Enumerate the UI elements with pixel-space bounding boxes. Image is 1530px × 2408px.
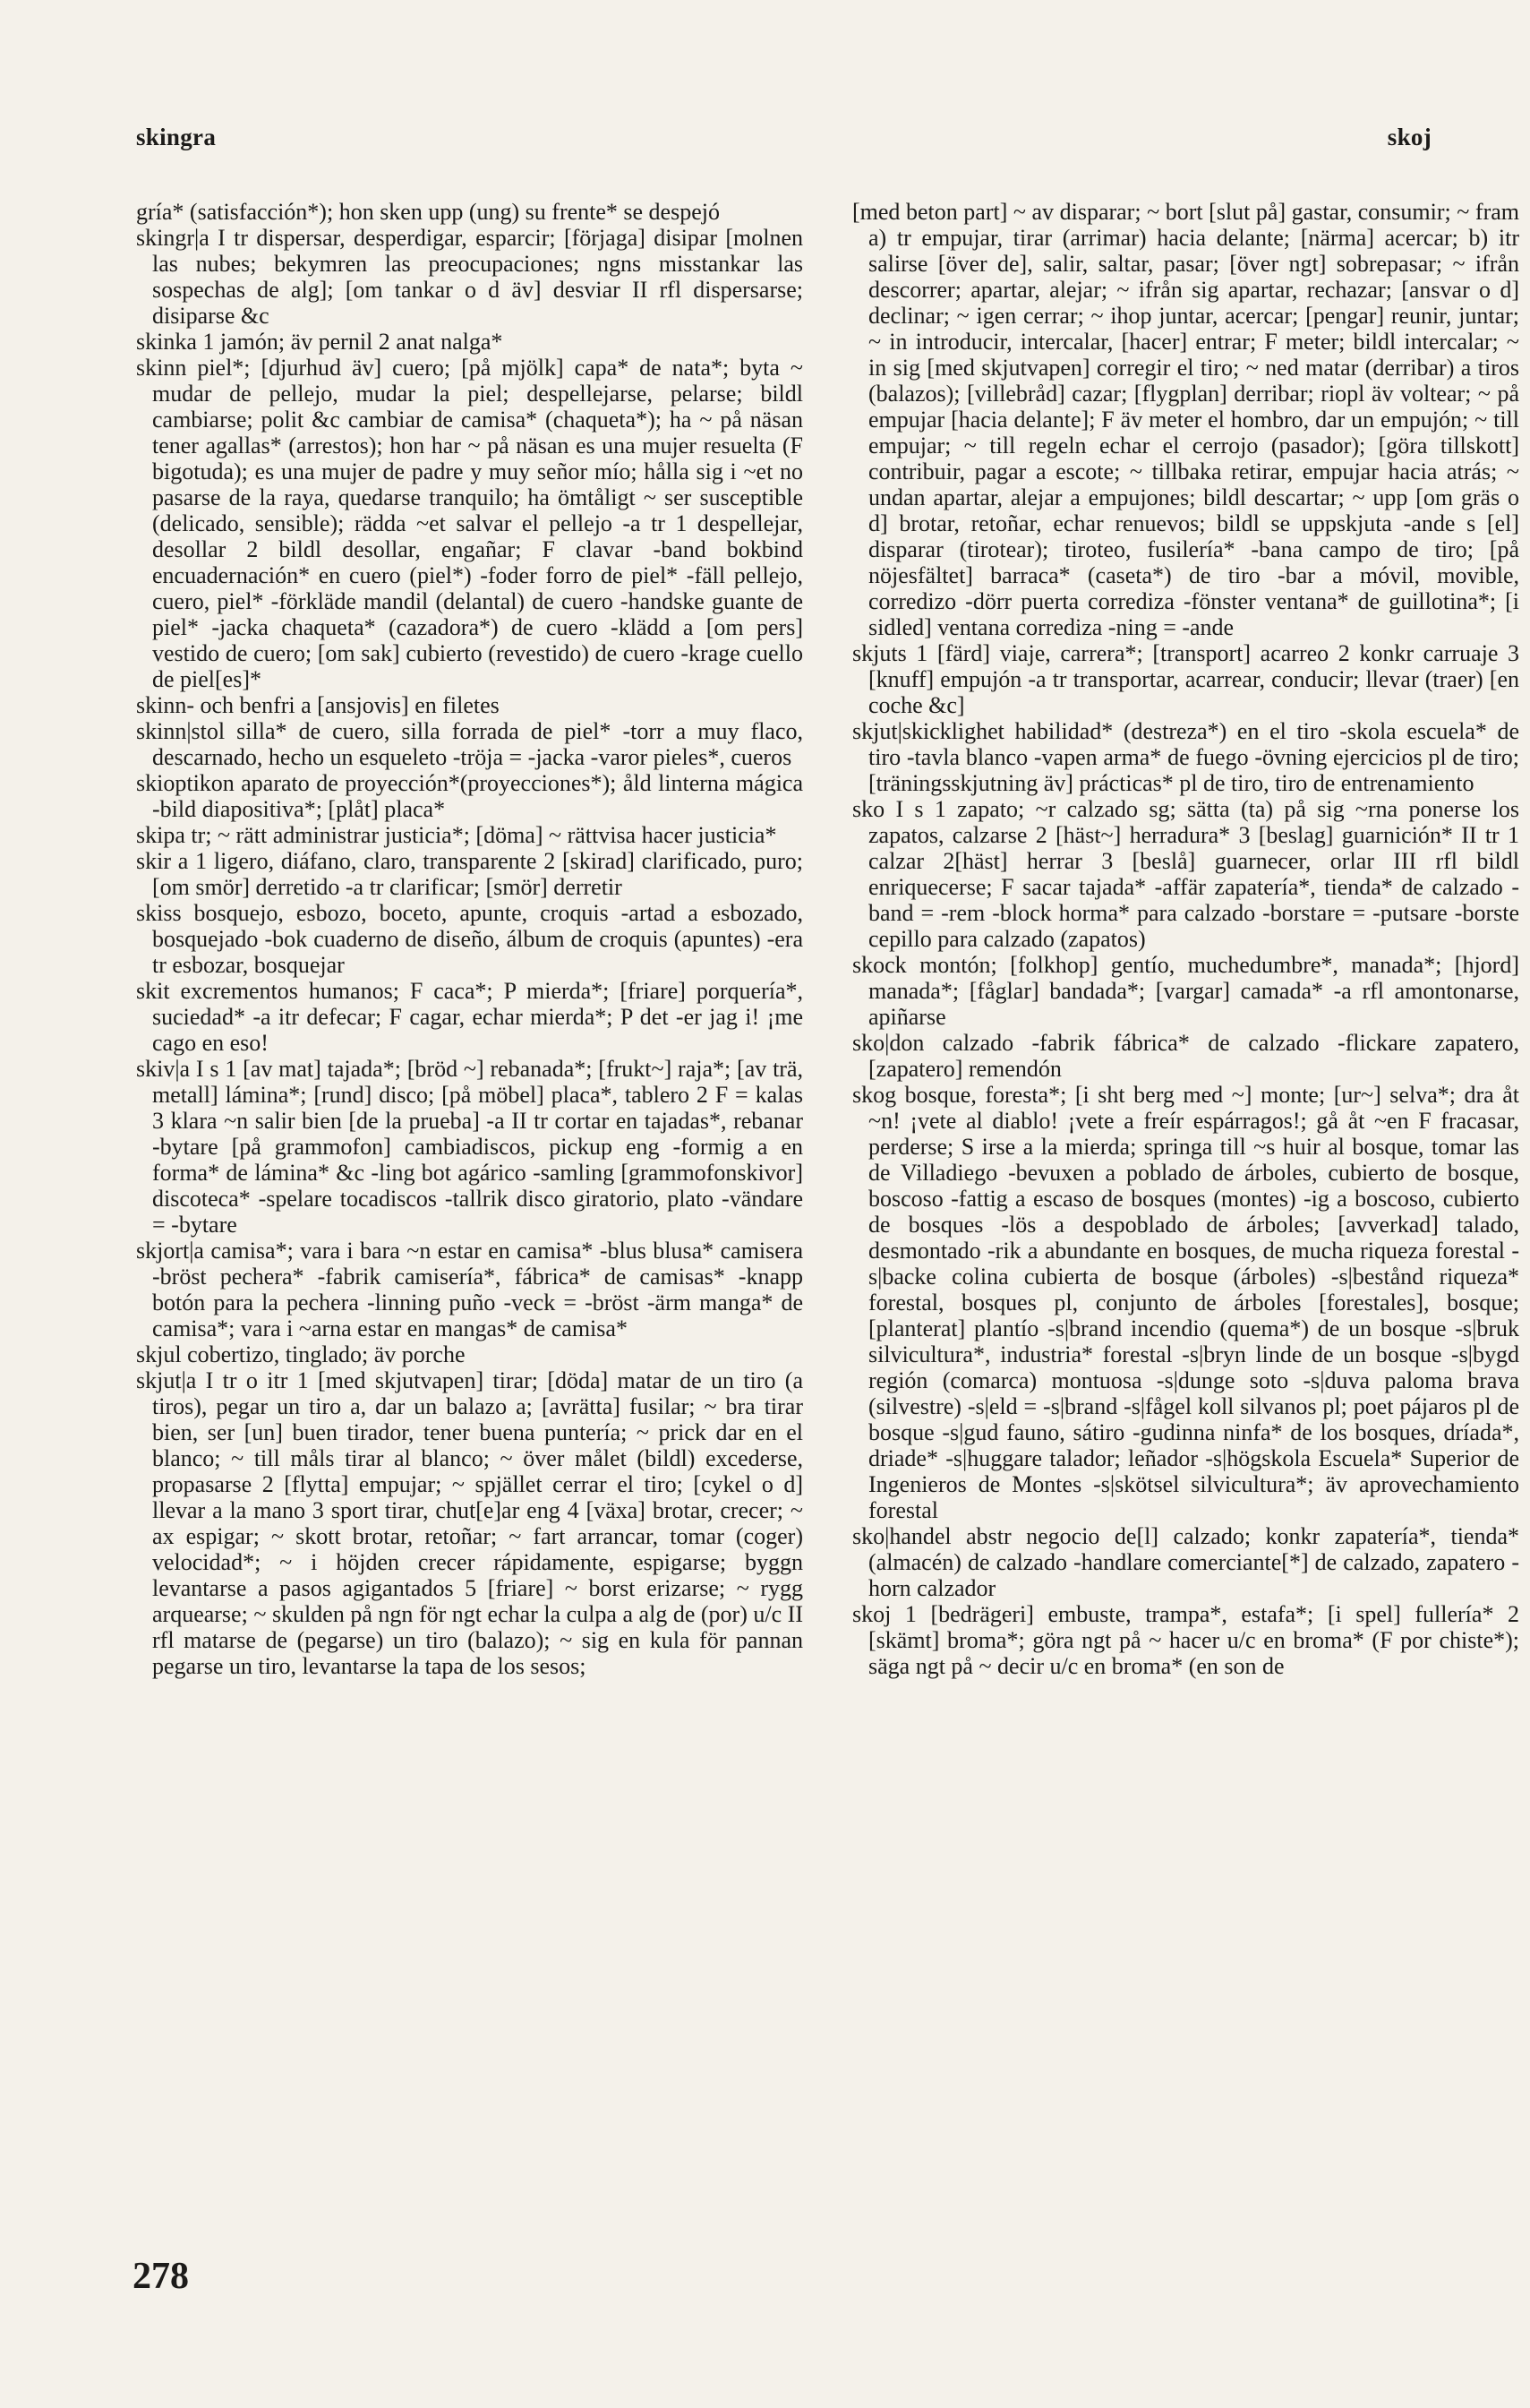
dictionary-entry: sko|handel abstr negocio de[l] calzado; konkr zapatería*, tienda* (almacén) de calzado -handlare comerciante[*] de calzado, zapatero -horn calzador [852,1523,1519,1601]
dictionary-entry: gría* (satisfacción*); hon sken upp (ung) su frente* se despejó [136,199,720,225]
running-head-left: skingra [136,124,217,150]
dictionary-entry: sko I s 1 zapato; ~r calzado sg; sätta (ta) på sig ~rna ponerse los zapatos, calzarse 2 [häst~] herradura* 3 [beslag] guarnición* II tr 1 calzar 2[häst] herrar 3 [beslå] guarnecer, orlar III rfl bildl enriquecerse; F sacar tajada* -affär zapatería*, tienda* de calzado -band = -rem -block horma* para calzado -borstare = -putsare -borste cepillo para calzado (zapatos) [852,796,1519,952]
dictionary-entry: skiv|a I s 1 [av mat] tajada*; [bröd ~] rebanada*; [frukt~] raja*; [av trä, metall] lámina*; [rund] disco; [på möbel] placa*, tablero 2 F = kalas 3 klara ~n salir bien [de la prueba] -a II tr cortar en tajadas*, rebanar -bytare [på grammofon] cambiadiscos, pickup eng -formig a en forma* de lámina* &c -ling bot agárico -samling [grammofonskivor] discoteca* -spelare tocadiscos -tallrik disco giratorio, plato -vändare = -bytare [136,1056,803,1238]
dictionary-entry: skioptikon aparato de proyección*(proyecciones*); åld linterna mágica -bild diapositiva*; [plåt] placa* [136,770,803,822]
dictionary-entry: skiss bosquejo, esbozo, boceto, apunte, croquis -artad a esbozado, bosquejado -bok cuaderno de diseño, álbum de croquis (apuntes) -era tr esbozar, bosquejar [136,900,803,978]
right-column [852,199,1519,1679]
dictionary-entry: [med beton part] ~ av disparar; ~ bort [slut på] gastar, consumir; ~ fram a) tr empujar, tirar (arrimar) hacia delante; [närma] acercar; b) itr salirse [över de], salir, saltar, pasar; [över ngt] sobrepasar; ~ ifrån descorrer; apartar, alejar; ~ ifrån sig apartar, rechazar; [ansvar o d] declinar; ~ igen cerrar; ~ ihop juntar, acercar; [pengar] reunir, juntar; ~ in introducir, intercalar, [hacer] entrar; F meter; bildl intercalar; ~ in sig [med skjutvapen] corregir el tiro; ~ ned matar (derribar) a tiros (balazos); [villebråd] cazar; [flygplan] derribar; riopl äv voltear; ~ på empujar [hacia delante]; F äv meter el hombro, dar un empujón; ~ till empujar; ~ till regeln echar el cerrojo (pasador); [göra tillskott] contribuir, pagar a escote; ~ tillbaka retirar, empujar hacia atrás; ~ undan apartar, alejar a empujones; bildl descartar; ~ upp [om gräs o d] brotar, retoñar, echar renuevos; bildl se uppskjuta -ande s [el] disparar (tirotear); tiroteo, fusilería* -bana campo de tiro; [på nöjesfältet] barraca* (caseta*) de tiro -bar a móvil, movible, corredizo -dörr puerta corrediza -fönster ventana* de guillotina*; [i sidled] ventana corrediza -ning = -ande [852,199,1519,640]
dictionary-entry: skit excrementos humanos; F caca*; P mierda*; [friare] porquería*, suciedad* -a itr defecar; F cagar, echar mierda*; P det -er jag i! ¡me cago en eso! [136,978,803,1056]
dictionary-entry: skoj 1 [bedrägeri] embuste, trampa*, estafa*; [i spel] fullería* 2 [skämt] broma*; göra ngt på ~ hacer u/c en broma* (F por chiste*); säga ngt på ~ decir u/c en broma* (en son de [852,1601,1519,1679]
dictionary-entry: skjut|a I tr o itr 1 [med skjutvapen] tirar; [döda] matar de un tiro (a tiros), pegar un tiro a, dar un balazo a; [avrätta] fusilar; ~ bra tirar bien, ser [un] buen tirador, tener buena puntería; ~ prick dar en el blanco; ~ till måls tirar al blanco; ~ över målet (bildl) excederse, propasarse 2 [flytta] empujar; ~ spjället cerrar el tiro; [cykel o d] llevar a la mano 3 sport tirar, chut[e]ar eng 4 [växa] brotar, crecer; ~ ax espigar; ~ skott brotar, retoñar; ~ fart arrancar, tomar (coger) velocidad*; ~ i höjden crecer rápidamente, espigarse; byggn levantarse a pasos agigantados 5 [friare] ~ borst erizarse; ~ rygg arquearse; ~ skulden på ngn för ngt echar la culpa a alg de (por) u/c II rfl matarse de (pegarse) un tiro (balazo); ~ sig en kula för pannan pegarse un tiro, levantarse la tapa de los sesos; [136,1367,803,1679]
dictionary-entry: skock montón; [folkhop] gentío, muchedumbre*, manada*; [hjord] manada*; [fåglar] bandada*; [vargar] camada* -a rfl amontonarse, apiñarse [852,952,1519,1030]
dictionary-entry: skir a 1 ligero, diáfano, claro, transparente 2 [skirad] clarificado, puro; [om smör] derretido -a tr clarificar; [smör] derretir [136,848,803,900]
dictionary-entry: skjort|a camisa*; vara i bara ~n estar en camisa* -blus blusa* camisera -bröst pechera* -fabrik camisería*, fábrica* de camisas* -knapp botón para la pechera -linning puño -veck = -bröst -ärm manga* de camisa*; vara i ~arna estar en mangas* de camisa* [136,1238,803,1341]
dictionary-entry: skinn- och benfri a [ansjovis] en filetes [136,692,500,718]
dictionary-entry: skjut|skicklighet habilidad* (destreza*) en el tiro -skola escuela* de tiro -tavla blanco -vapen arma* de fuego -övning ejercicios pl de tiro; [träningsskjutning äv] prácticas* pl de tiro, tiro de entrenamiento [852,718,1519,796]
dictionary-entry: skipa tr; ~ rätt administrar justicia*; [döma] ~ rättvisa hacer justicia* [136,822,777,848]
dictionary-entry: skingr|a I tr dispersar, desperdigar, esparcir; [förjaga] disipar [molnen las nubes; bekymren las preocupaciones; ngns misstankar las sospechas de alg]; [om tankar o d äv] desviar II rfl dispersarse; disiparse &c [136,225,803,329]
dictionary-entry: skinn|stol silla* de cuero, silla forrada de piel* -torr a muy flaco, descarnado, hecho un esqueleto -tröja = -jacka -varor pieles*, cueros [136,718,803,770]
dictionary-entry: sko|don calzado -fabrik fábrica* de calzado -flickare zapatero, [zapatero] remendón [852,1030,1519,1082]
dictionary-entry: skjuts 1 [färd] viaje, carrera*; [transport] acarreo 2 konkr carruaje 3 [knuff] empujón -a tr transportar, acarrear, conducir; llevar (traer) [en coche &c] [852,640,1519,718]
dictionary-entry: skinn piel*; [djurhud äv] cuero; [på mjölk] capa* de nata*; byta ~ mudar de pellejo, mudar la piel; despellejarse, pelarse; bildl cambiarse; polit &c cambiar de camisa* (chaqueta*); ha ~ på näsan tener agallas* (arrestos); hon har ~ på näsan es una mujer resuelta (F bigotuda); es una mujer de padre y muy señor mío; hålla sig i ~et no pasarse de la raya, quedarse tranquilo; ha ömtåligt ~ ser susceptible (delicado, sensible); rädda ~et salvar el pellejo -a tr 1 despellejar, desollar 2 bildl desollar, engañar; F clavar -band bokbind encuadernación* en cuero (piel*) -foder forro de piel* -fäll pellejo, cuero, piel* -förkläde mandil (delantal) de cuero -handske guante de piel* -jacka chaqueta* (cazadora*) de cuero -klädd a [om pers] vestido de cuero; [om sak] cubierto (revestido) de cuero -krage cuello de piel[es]* [136,355,803,692]
left-column [136,199,803,1679]
running-head-right: skoj [1387,124,1432,150]
dictionary-entry: skinka 1 jamón; äv pernil 2 anat nalga* [136,329,503,355]
dictionary-entry: skjul cobertizo, tinglado; äv porche [136,1341,466,1367]
dictionary-entry: skog bosque, foresta*; [i sht berg med ~] monte; [ur~] selva*; dra åt ~n! ¡vete al diablo! ¡vete a freír espárragos!; gå åt ~en F fracasar, perderse; S irse a la mierda; springa till ~s huir al bosque, tomar las de Villadiego -bevuxen a poblado de árboles, cubierto de bosque, boscoso -fattig a escaso de bosques (montes) -ig a boscoso, cubierto de bosques -lös a despoblado de árboles; [avverkad] talado, desmontado -rik a abundante en bosques, de mucha riqueza forestal -s|backe colina cubierta de bosque (árboles) -s|bestånd riqueza* forestal, bosques pl, conjunto de árboles [forestales], bosque; [planterat] plantío -s|brand incendio (quema*) de un bosque -s|bruk silvicultura*, industria* forestal -s|bryn linde de un bosque -s|bygd región (comarca) montuosa -s|dunge soto -s|duva paloma brava (silvestre) -s|eld = -s|brand -s|fågel koll silvanos pl; poet pájaros pl de bosque -s|gud fauno, sátiro -gudinna ninfa* de los bosques, dríada*, driade* -s|huggare talador; leñador -s|högskola Escuela* Superior de Ingenieros de Montes -s|skötsel silvicultura*; äv aprovechamiento forestal [852,1082,1519,1523]
page-number: 278 [132,2256,189,2297]
